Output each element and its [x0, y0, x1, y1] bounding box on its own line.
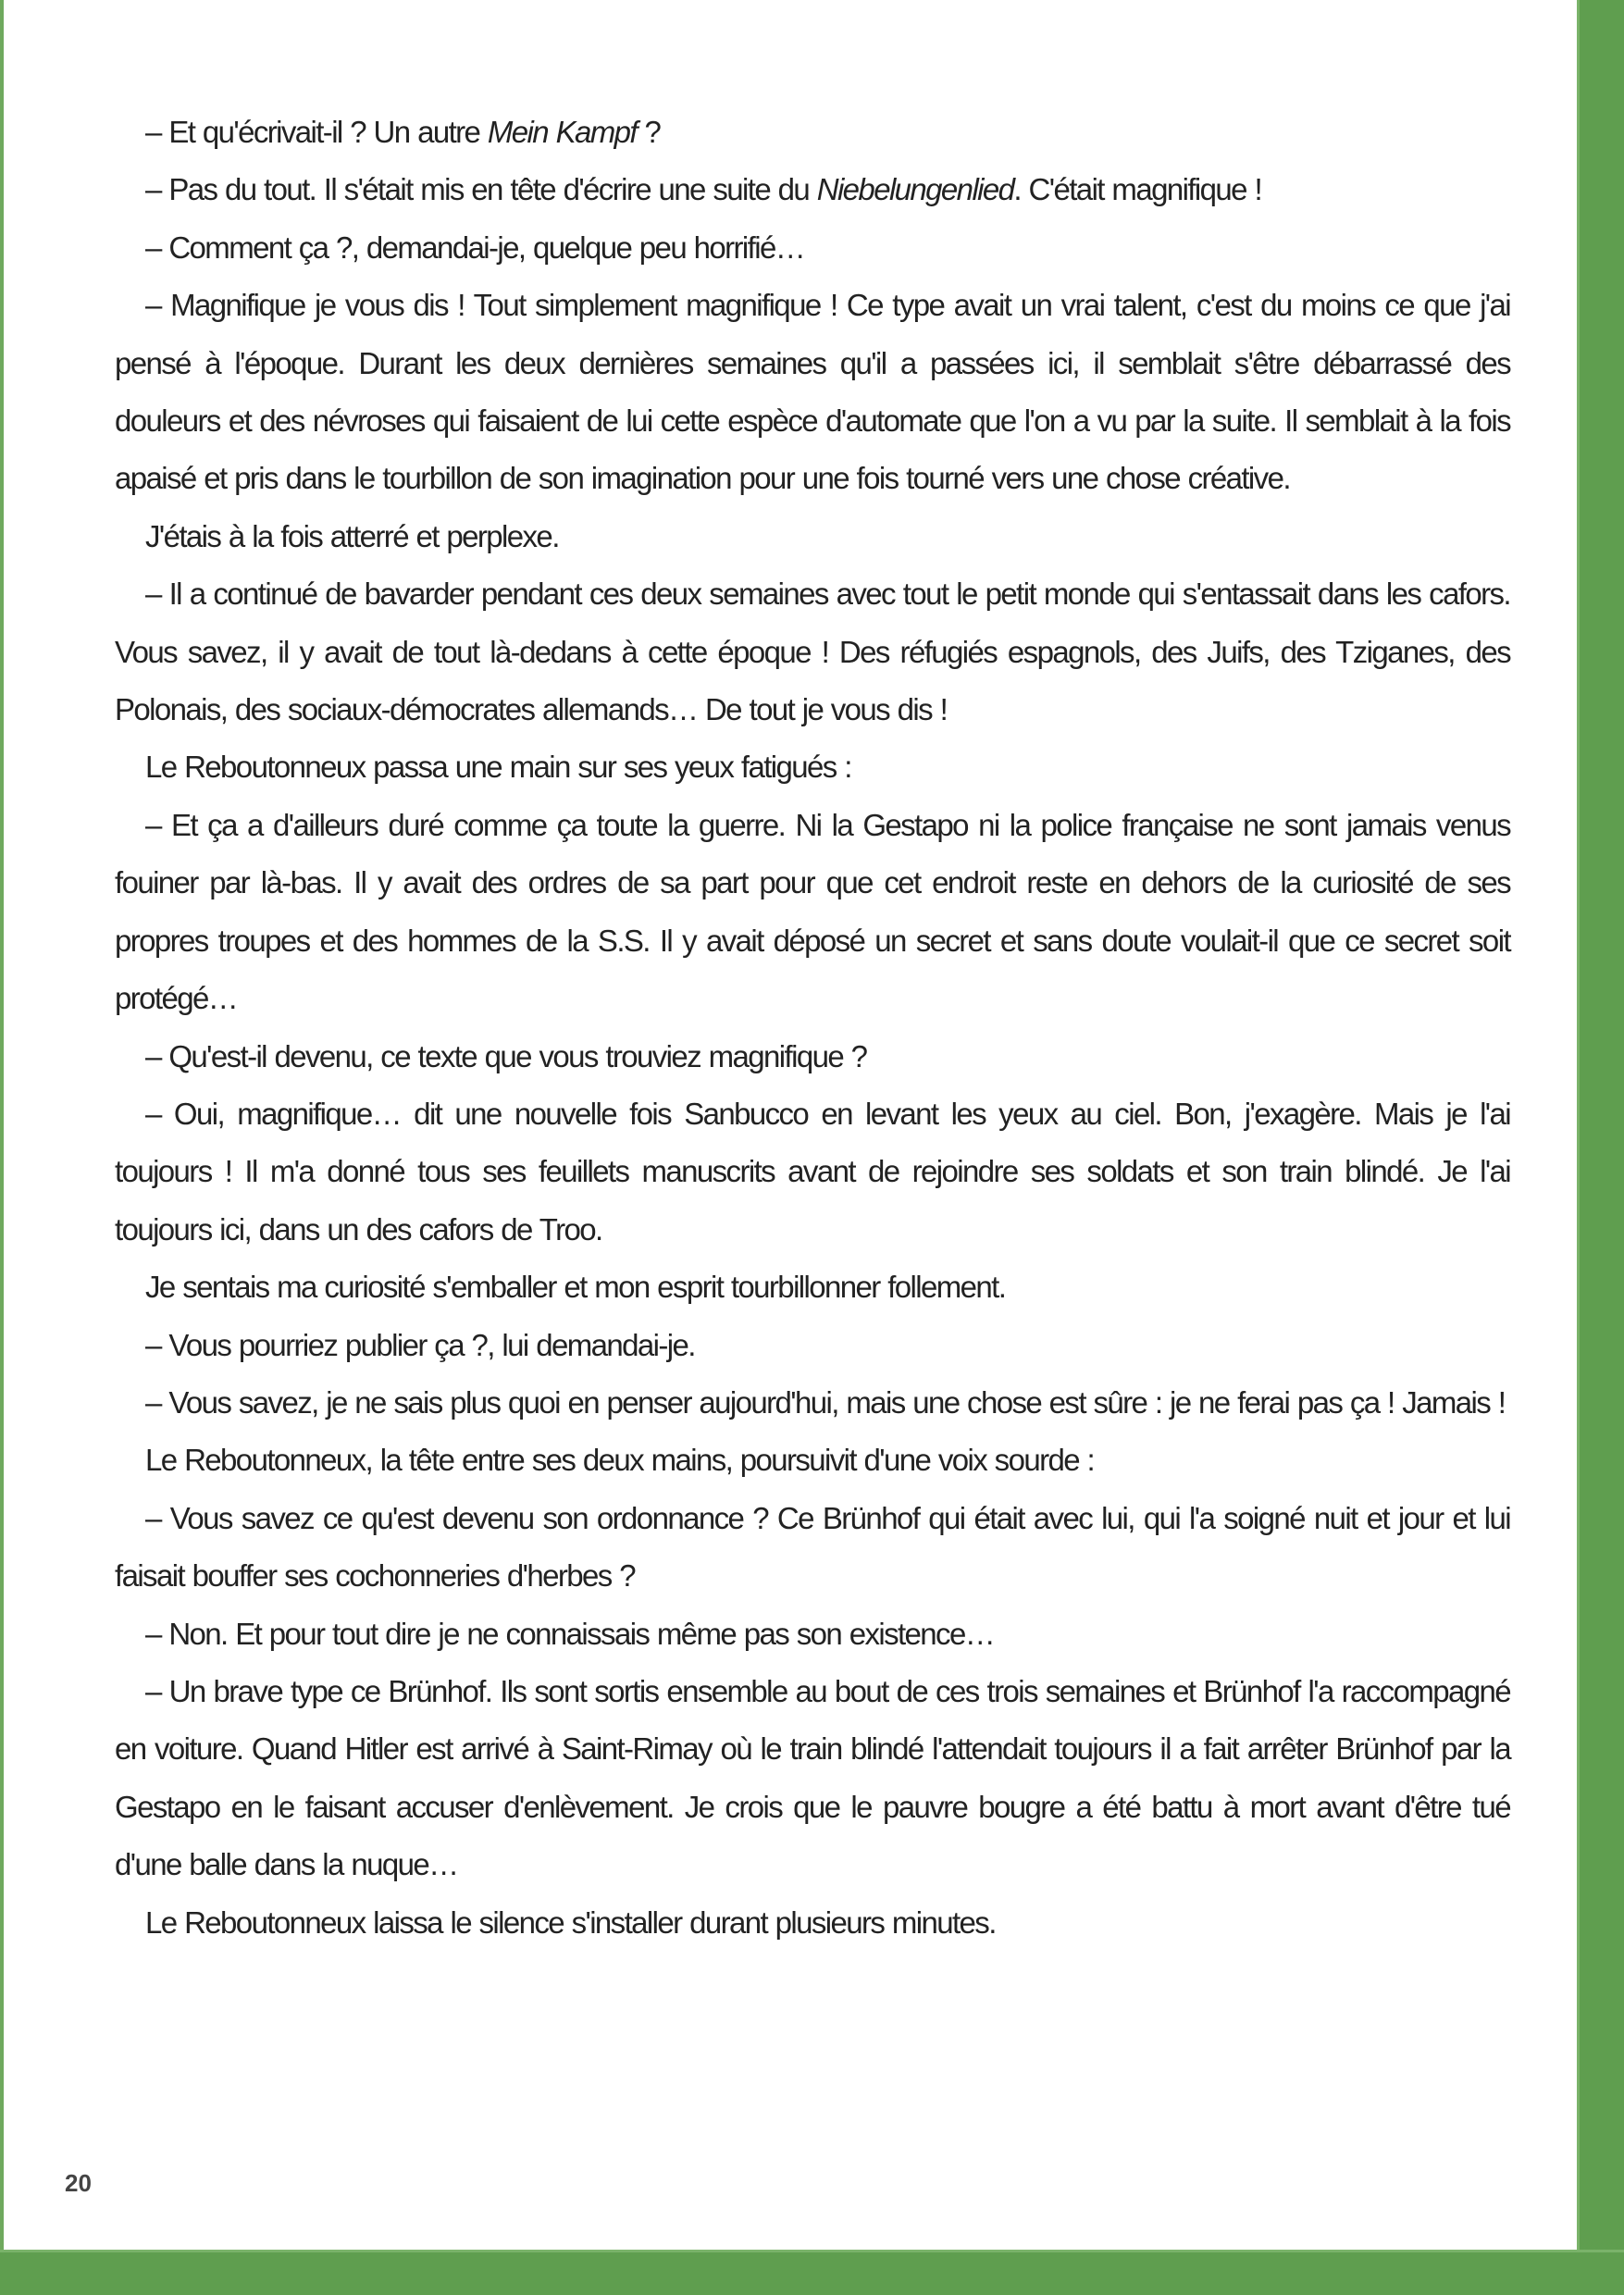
italic-title: Mein Kampf — [487, 115, 637, 149]
paragraph-text: – Et ça a d'ailleurs duré comme ça toute la guerre. Ni la Gestapo ni la police française ne sont jamais venus fouiner par là-bas. Il y avait des ordres de sa part pour que cet endroit reste en dehors de la curiosité de ses propres troupes et des hommes de la S.S. Il y avait déposé un secret et sans doute voulait-il que ce secret soit protégé… — [115, 807, 1510, 1016]
paragraph-text: – Vous savez ce qu'est devenu son ordonnance ? Ce Brünhof qui était avec lui, qui l'a soigné nuit et jour et lui faisait bouffer ses cochonneries d'herbes ? — [115, 1500, 1510, 1594]
paragraph — [115, 1374, 1510, 1432]
paragraph-text: Le Reboutonneux laissa le silence s'installer durant plusieurs minutes. — [145, 1904, 996, 1940]
paragraph — [115, 219, 1510, 277]
paragraph-text: Le Reboutonneux, la tête entre ses deux mains, poursuivit d'une voix sourde : — [145, 1443, 1095, 1478]
paragraph-text: – Pas du tout. Il s'était mis en tête d'écrire une suite du — [145, 172, 817, 207]
paragraph-text: . C'était magnifique ! — [1013, 172, 1262, 207]
paragraph-text: ? — [636, 115, 661, 149]
italic-title: Niebelungenlied — [816, 172, 1014, 207]
paragraph-text: Le Reboutonneux passa une main sur ses yeux fatigués : — [145, 750, 851, 785]
paragraph-text: J'étais à la fois atterré et perplexe. — [145, 518, 559, 553]
paragraph — [115, 1663, 1510, 1894]
paragraph — [115, 1606, 1510, 1663]
paragraph-text: Je sentais ma curiosité s'emballer et mon esprit tourbillonner follement. — [145, 1270, 1006, 1305]
paragraph — [115, 738, 1510, 796]
paragraph-text: – Non. Et pour tout dire je ne connaissais même pas son existence… — [145, 1616, 995, 1651]
paragraph — [115, 277, 1510, 508]
paragraph — [115, 1432, 1510, 1489]
paragraph-text: – Il a continué de bavarder pendant ces deux semaines avec tout le petit monde qui s'entassait dans les cafors. Vous savez, il y avait de tout là-dedans à cette époque ! Des réfugiés espagnols, des Juifs, des Tziganes, des Polonais, des sociaux-démocrates allemands… De tout je vous dis ! — [115, 577, 1510, 727]
paragraph — [115, 161, 1510, 218]
page-body — [115, 104, 1510, 1952]
paragraph — [115, 565, 1510, 738]
paragraph-text: – Vous pourriez publier ça ?, lui demandai-je. — [145, 1327, 695, 1362]
paragraph-text: – Et qu'écrivait-il ? Un autre — [145, 115, 488, 149]
page-number: 20 — [65, 2169, 92, 2197]
paragraph-text: – Magnifique je vous dis ! Tout simplement magnifique ! Ce type avait un vrai talent, c'est du moins ce que j'ai pensé à l'époque. Durant les deux dernières semaines qu'il a passées ici, il semblait s'être débarrassé des douleurs et des névroses qui faisaient de lui cette espèce d'automate que l'on a vu par la suite. Il semblait à la fois apaisé et pris dans le tourbillon de son imagination pour une fois tourné vers une chose créative. — [115, 288, 1510, 496]
paragraph-text: – Un brave type ce Brünhof. Ils sont sortis ensemble au bout de ces trois semaines et Brünhof l'a raccompagné en voiture. Quand Hitler est arrivé à Saint-Rimay où le train blindé l'attendait toujours il a fait arrêter Brünhof par la Gestapo en le faisant accuser d'enlèvement. Je crois que le pauvre bougre a été battu à mort avant d'être tué d'une balle dans la nuque… — [115, 1673, 1510, 1882]
paragraph — [115, 1028, 1510, 1085]
paragraph — [115, 508, 1510, 565]
paragraph — [115, 1317, 1510, 1374]
paragraph — [115, 797, 1510, 1028]
paragraph — [115, 104, 1510, 161]
paragraph-text: – Qu'est-il devenu, ce texte que vous trouviez magnifique ? — [145, 1038, 867, 1073]
paragraph-text: – Comment ça ?, demandai-je, quelque peu horrifié… — [145, 230, 805, 265]
paragraph-text: – Oui, magnifique… dit une nouvelle fois Sanbucco en levant les yeux au ciel. Bon, j'exagère. Mais je l'ai toujours ! Il m'a donné tous ses feuillets manuscrits avant de rejoindre ses soldats et son train blindé. Je l'ai toujours ici, dans un des cafors de Troo. — [115, 1096, 1510, 1247]
paragraph-text: – Vous savez, je ne sais plus quoi en penser aujourd'hui, mais une chose est sûre : je ne ferai pas ça ! Jamais ! — [145, 1384, 1506, 1420]
paragraph — [115, 1490, 1510, 1606]
paragraph — [115, 1085, 1510, 1259]
page-frame-bottom — [0, 2250, 1624, 2295]
page-frame-right — [1577, 0, 1624, 2295]
paragraph — [115, 1259, 1510, 1316]
paragraph — [115, 1894, 1510, 1952]
page-frame-left — [0, 0, 4, 2295]
